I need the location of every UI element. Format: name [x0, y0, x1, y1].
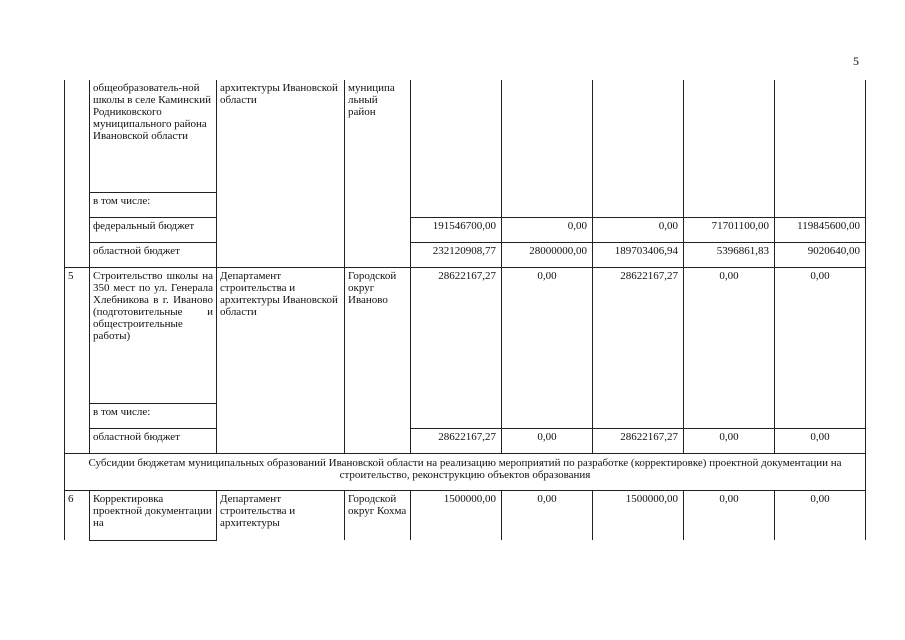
municipality-cell: Городской округ Иваново [345, 267, 411, 453]
table-row [65, 490, 866, 540]
value-cell: 191546700,00 [411, 217, 502, 242]
value-cell: 0,00 [684, 267, 775, 428]
row-number-cell [65, 80, 90, 267]
table-row [65, 453, 866, 490]
value-cell: 9020640,00 [775, 242, 866, 267]
value-cell: 0,00 [502, 217, 593, 242]
table-row [65, 428, 866, 453]
value-cell: 28622167,27 [411, 267, 502, 428]
value-cell: 0,00 [502, 490, 593, 540]
value-cell: 0,00 [593, 217, 684, 242]
budget-label-cell: областной бюджет [90, 242, 217, 267]
value-cell: 0,00 [775, 428, 866, 453]
value-cell: 0,00 [684, 490, 775, 540]
value-cell [775, 80, 866, 217]
sub-label-cell: в том числе: [90, 192, 217, 217]
value-cell: 1500000,00 [411, 490, 502, 540]
value-cell: 71701100,00 [684, 217, 775, 242]
value-cell: 28622167,27 [593, 428, 684, 453]
object-name-cell: Корректировка проектной документации на [90, 490, 217, 540]
page-number: 5 [853, 54, 859, 68]
value-cell: 0,00 [775, 267, 866, 428]
row-number-cell: 6 [65, 490, 90, 540]
customer-cell: Департамент строительства и архитектуры [217, 490, 345, 540]
budget-label-cell: областной бюджет [90, 428, 217, 453]
value-cell: 1500000,00 [593, 490, 684, 540]
object-name-cell: Строительство школы на 350 мест по ул. Генерала Хлебникова в г. Иваново (подготовительные и общестроительные работы) [90, 267, 217, 403]
value-cell: 119845600,00 [775, 217, 866, 242]
table-row [65, 242, 866, 267]
table-row [65, 267, 866, 403]
municipality-cell: Городской округ Кохма [345, 490, 411, 540]
budget-table [64, 80, 866, 541]
budget-label-cell: федеральный бюджет [90, 217, 217, 242]
customer-cell: архитектуры Ивановской области [217, 80, 345, 267]
section-heading: Субсидии бюджетам муниципальных образований Ивановской области на реализацию мероприятий по разработке (корректировке) проектной документации на строительство, реконструкцию объектов образования [65, 453, 866, 490]
customer-cell: Департамент строительства и архитектуры Ивановской области [217, 267, 345, 453]
value-cell: 0,00 [502, 267, 593, 428]
value-cell: 0,00 [502, 428, 593, 453]
table-row [65, 80, 866, 192]
municipality-cell: муниципа льный район [345, 80, 411, 267]
value-cell [684, 80, 775, 217]
value-cell: 232120908,77 [411, 242, 502, 267]
object-name-cell: общеобразователь-ной школы в селе Каминский Родниковского муниципального района Ивановской области [90, 80, 217, 192]
value-cell: 189703406,94 [593, 242, 684, 267]
value-cell: 0,00 [684, 428, 775, 453]
table-row [65, 217, 866, 242]
value-cell [502, 80, 593, 217]
value-cell: 28622167,27 [411, 428, 502, 453]
value-cell: 28622167,27 [593, 267, 684, 428]
sub-label-cell: в том числе: [90, 403, 217, 428]
value-cell: 0,00 [775, 490, 866, 540]
value-cell [411, 80, 502, 217]
value-cell: 5396861,83 [684, 242, 775, 267]
row-number-cell: 5 [65, 267, 90, 453]
value-cell [593, 80, 684, 217]
value-cell: 28000000,00 [502, 242, 593, 267]
